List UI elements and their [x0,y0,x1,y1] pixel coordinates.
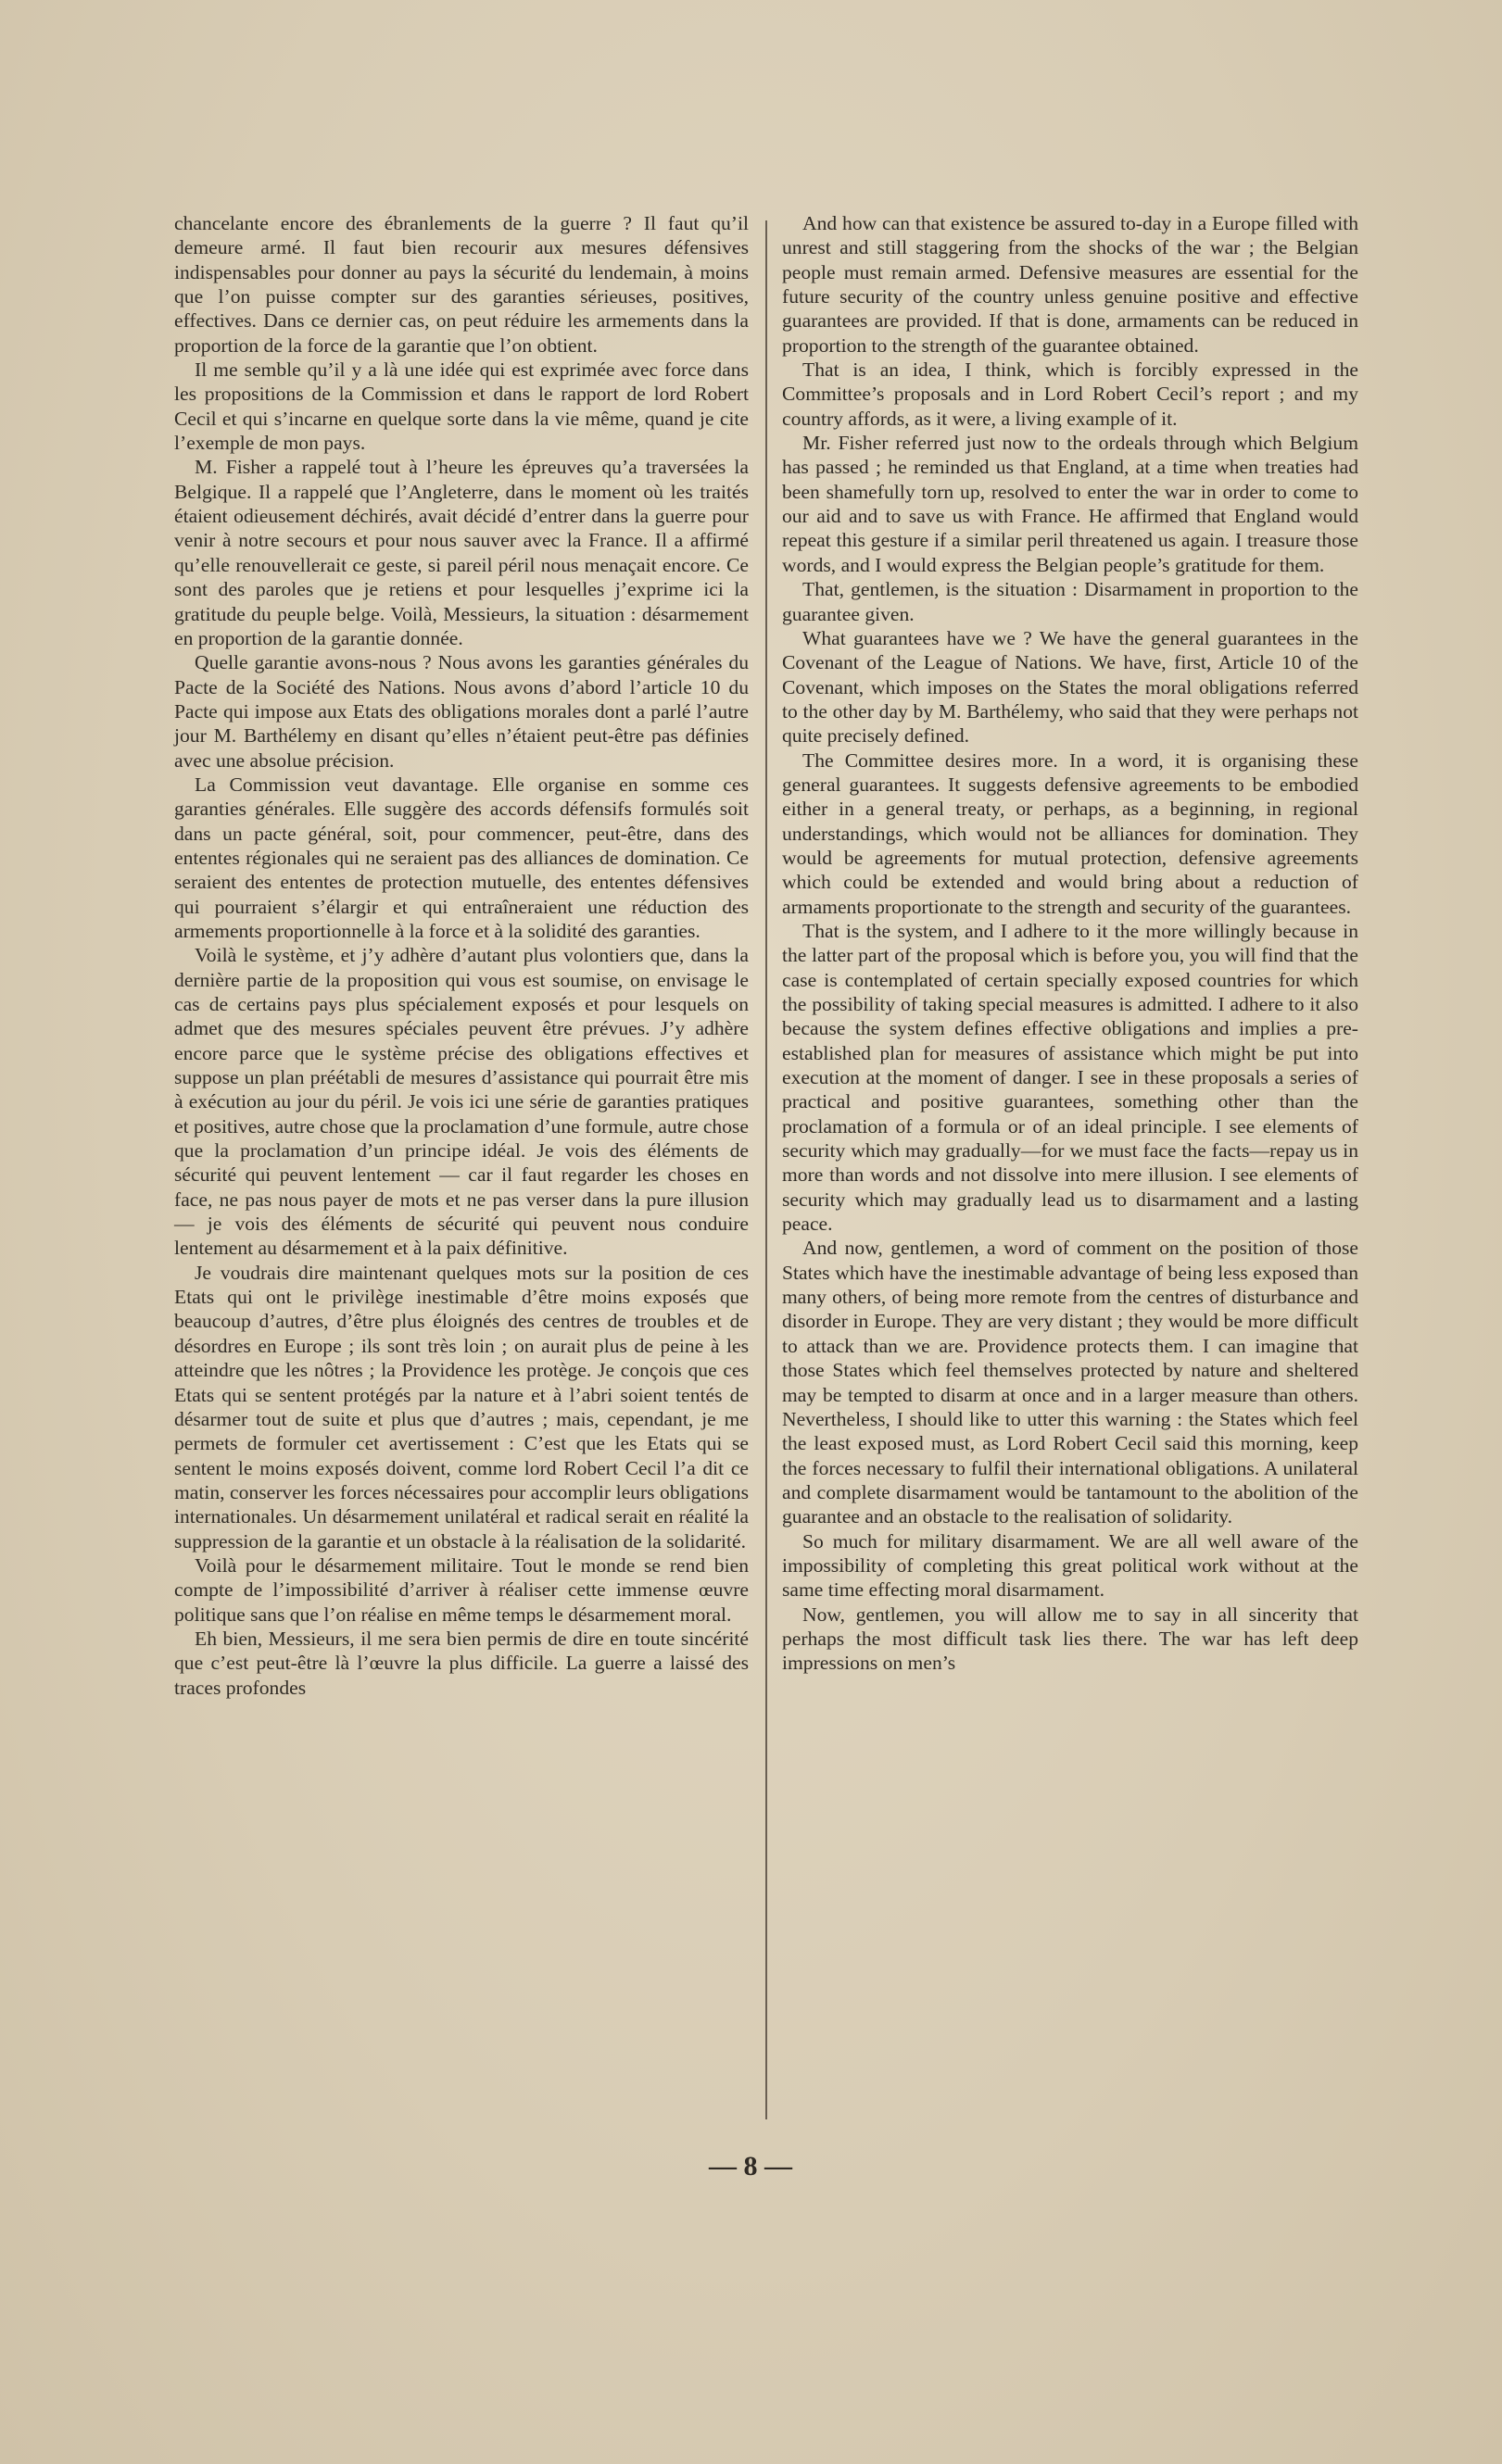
paragraph: That is an idea, I think, which is forcibly expressed in the Committee’s proposals and in Lord Robert Cecil’s report ; and my country affords, as it were, a living example of it. [782,358,1358,430]
column-divider [765,220,767,2119]
paragraph: What guarantees have we ? We have the general guarantees in the Covenant of the League of Nations. We have, first, Article 10 of the Covenant, which imposes on the States the moral obligations referred to the other day by M. Barthélemy, who said that they were perhaps not quite precisely defined. [782,626,1358,748]
paragraph: That, gentlemen, is the situation : Disarmament in proportion to the guarantee given. [782,578,1358,625]
paragraph: Eh bien, Messieurs, il me sera bien permis de dire en toute sincérité que c’est peut-être là l’œuvre la plus difficile. La guerre a laissé des traces profondes [174,1627,749,1699]
english-column [782,211,1358,1676]
french-column [174,211,749,1700]
paragraph: Il me semble qu’il y a là une idée qui est exprimée avec force dans les propositions de la Commission et dans le rapport de lord Robert Cecil et qui s’incarne en quelque sorte dans la vie même, quand je cite l’exemple de mon pays. [174,358,749,455]
paragraph: chancelante encore des ébranlements de la guerre ? Il faut qu’il demeure armé. Il faut bien recourir aux mesures défensives indispensables pour donner au pays la sécurité du lendemain, à moins que l’on puisse compter sur des garanties sérieuses, positives, effectives. Dans ce dernier cas, on peut réduire les armements dans la proportion de la force de la garantie que l’on obtient. [174,212,749,357]
paragraph: Voilà pour le désarmement militaire. Tout le monde se rend bien compte de l’impossibilité d’arriver à réaliser cette immense œuvre politique sans que l’on réalise en même temps le désarmement moral. [174,1553,749,1626]
paragraph: La Commission veut davantage. Elle organise en somme ces garanties générales. Elle suggère des accords défensifs formulés soit dans un pacte général, soit, pour commencer, peut-être, dans des ententes régionales qui ne seraient pas des alliances de domination. Ce seraient des ententes de protection mutuelle, des ententes défensives qui pourraient s’élargir et qui entraîneraient une réduction des armements proportionnelle à la force et à la solidité des garanties. [174,773,749,942]
paragraph: Mr. Fisher referred just now to the ordeals through which Belgium has passed ; he reminded us that England, at a time when treaties had been shamefully torn up, resolved to enter the war in order to come to our aid and to save us with France. He affirmed that England would repeat this gesture if a similar peril threatened us again. I treasure those words, and I would express the Belgian people’s gratitude for them. [782,432,1358,576]
paragraph: So much for military disarmament. We are all well aware of the impossibility of completing this great political work without at the same time effecting moral disarmament. [782,1529,1358,1602]
paragraph: Voilà le système, et j’y adhère d’autant plus volontiers que, dans la dernière partie de la proposition qui vous est soumise, on envisage le cas de certains pays plus spécialement exposés et pour lesquels on admet que des mesures spéciales peuvent être prévues. J’y adhère encore parce que le système précise des obligations effectives et suppose un plan préétabli de mesures d’assistance qui pourrait être mis à exécution au jour du péril. Je vois ici une série de garanties pratiques et positives, autre chose que la proclamation d’une formule, autre chose que la proclamation d’un principe idéal. Je vois des éléments de sécurité qui peuvent lentement — car il faut regarder les choses en face, ne pas nous payer de mots et ne pas verser dans la pure illusion — je vois des éléments de sécurité qui peuvent nous conduire lentement au désarmement et à la paix définitive. [174,944,749,1260]
paragraph: M. Fisher a rappelé tout à l’heure les épreuves qu’a traversées la Belgique. Il a rappelé que l’Angleterre, dans le moment où les traités étaient odieusement déchirés, avait décidé d’entrer dans la guerre pour venir à notre secours et pour nous sauver avec la France. Il a affirmé qu’elle renouvellerait ce geste, si pareil péril nous menaçait encore. Ce sont des paroles que je retiens et pour lesquelles j’exprime ici la gratitude du peuple belge. Voilà, Messieurs, la situation : désarmement en proportion de la garantie donnée. [174,456,749,649]
paragraph: And now, gentlemen, a word of comment on the position of those States which have the inestimable advantage of being less exposed than many others, of being more remote from the centres of disturbance and disorder in Europe. They are very distant ; they would be more difficult to attack than we are. Providence protects them. I can imagine that those States which feel themselves protected by nature and sheltered may be tempted to disarm at once and in a larger measure than others. Nevertheless, I should like to utter this warning : the States which feel the least exposed must, as Lord Robert Cecil said this morning, keep the forces necessary to fulfil their international obligations. A unilateral and complete disarmament would be tantamount to the abolition of the guarantee and an obstacle to the realisation of solidarity. [782,1237,1358,1528]
page-number: — 8 — [709,2151,792,2181]
paragraph: The Committee desires more. In a word, it is organising these general guarantees. It suggests defensive agreements to be embodied either in a general treaty, or perhaps, as a beginning, in regional understandings, which would not be alliances for domination. They would be agreements for mutual protection, defensive agreements which could be extended and would bring about a reduction of armaments proportionate to the strength and security of the guarantees. [782,748,1358,918]
paragraph: Quelle garantie avons-nous ? Nous avons les garanties générales du Pacte de la Société des Nations. Nous avons d’abord l’article 10 du Pacte qui impose aux Etats des obligations morales dont a parlé l’autre jour M. Barthélemy en disant qu’elles n’étaient peut-être pas définies avec une absolue précision. [174,651,749,772]
paragraph: And how can that existence be assured to-day in a Europe filled with unrest and still staggering from the shocks of the war ; the Belgian people must remain armed. Defensive measures are essential for the future security of the country unless genuine positive and effective guarantees are provided. If that is done, armaments can be reduced in proportion to the strength of the guarantee obtained. [782,212,1358,357]
paragraph: Je voudrais dire maintenant quelques mots sur la position de ces Etats qui ont le privilège inestimable d’être moins exposés que beaucoup d’autres, d’être plus éloignés des centres de troubles et de désordres en Europe ; ils sont très loin ; on aurait plus de peine à les atteindre que les nôtres ; la Providence les protège. Je conçois que ces Etats qui se sentent protégés par la nature et à l’abri soient tentés de désarmer tout de suite et plus que d’autres ; mais, cependant, je me permets de formuler cet avertissement : C’est que les Etats qui se sentent le moins exposés doivent, comme lord Robert Cecil l’a dit ce matin, conserver les forces nécessaires pour accomplir leurs obligations internationales. Un désarmement unilatéral et radical serait en réalité la suppression de la garantie et un obstacle à la réalisation de la solidarité. [174,1261,749,1553]
paragraph: Now, gentlemen, you will allow me to say in all sincerity that perhaps the most difficult task lies there. The war has left deep impressions on men’s [782,1603,1358,1675]
paragraph: That is the system, and I adhere to it the more willingly because in the latter part of the proposal which is before you, you will find that the case is contemplated of certain specially exposed countries for which the possibility of taking special measures is admitted. I adhere to it also because the system defines effective obligations and implies a pre-established plan for measures of assistance which might be put into execution at the moment of danger. I see in these proposals a series of practical and positive guarantees, something other than the proclamation of a formula or of an ideal principle. I see elements of security which may gradually—for we must face the facts—repay us in more than words and not dissolve into mere illusion. I see elements of security which may gradually lead us to disarmament and a lasting peace. [782,919,1358,1236]
